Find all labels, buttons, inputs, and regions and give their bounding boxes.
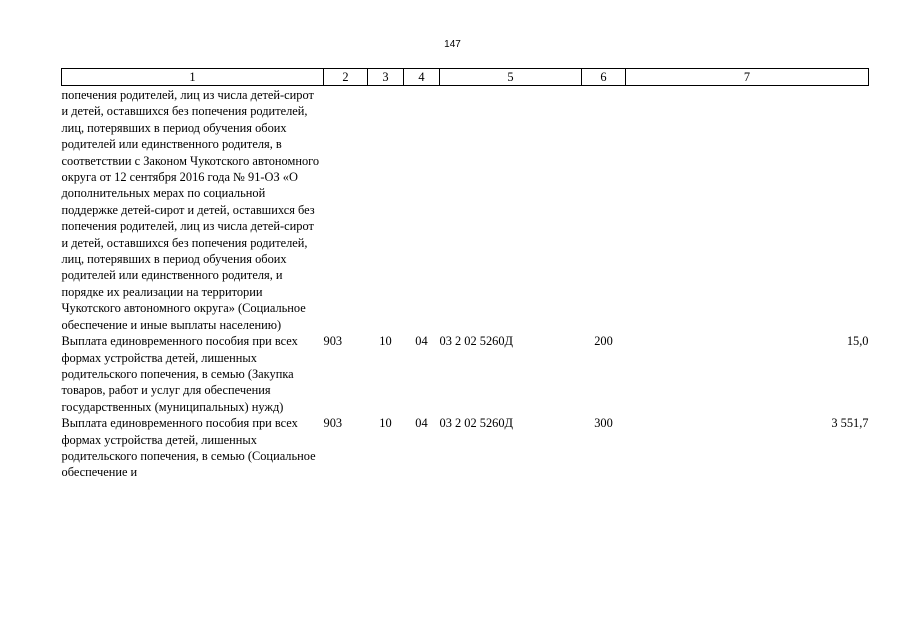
column-header-1: 1: [62, 69, 324, 86]
column-header-6: 6: [582, 69, 626, 86]
row-expense-type-code: [582, 86, 626, 334]
row-target-article-code: 03 2 02 5260Д: [439, 416, 514, 431]
table-row: [62, 86, 869, 334]
table-row: [62, 415, 869, 481]
row-amount: [626, 86, 869, 334]
column-header-5: 5: [440, 69, 582, 86]
row-grbs-code: 903: [323, 416, 343, 431]
row-grbs-code: [324, 86, 368, 334]
row-section-code: 10: [379, 416, 392, 431]
row-description: попечения родителей, лиц из числа детей-сирот и детей, оставшихся без попечения родителей, лиц, потерявших в период обучения обоих родителей или единственного родителя, в соответствии с Законом Чукотского автономного округа от 12 сентября 2016 года № 91-ОЗ «О дополнительных мерах по социальной поддержке детей-сирот и детей, оставшихся без попечения родителей, лиц из числа детей-сирот и детей, оставшихся без попечения родителей, лиц, потерявших в период обучения обоих родителей или единственного родителя, и порядке их реализации на территории Чукотского автономного округа» (Социальное обеспечение и иные выплаты населению): [61, 88, 320, 332]
row-target-article-code: 03 2 02 5260Д: [439, 334, 514, 349]
column-header-4: 4: [404, 69, 440, 86]
page-number: 147: [444, 39, 461, 50]
row-section-code: [368, 86, 404, 334]
row-section-code: 10: [379, 334, 392, 349]
table-row: [62, 333, 869, 415]
row-expense-type-code: 200: [594, 334, 613, 349]
row-subsection-code: 04: [415, 334, 428, 349]
budget-table: [61, 68, 869, 481]
row-description: Выплата единовременного пособия при всех формах устройства детей, лишенных родительского попечения, в семью (Социальное обеспечение и: [61, 416, 316, 480]
row-expense-type-code: 300: [594, 416, 613, 431]
row-subsection-code: [404, 86, 440, 334]
row-grbs-code: 903: [323, 334, 343, 349]
column-header-2: 2: [324, 69, 368, 86]
column-number-header: [62, 69, 869, 86]
row-amount: 15,0: [846, 334, 869, 349]
column-header-3: 3: [368, 69, 404, 86]
row-description: Выплата единовременного пособия при всех формах устройства детей, лишенных родительского попечения, в семью (Закупка товаров, работ и услуг для обеспечения государственных (муниципальных) нужд): [61, 334, 298, 414]
column-header-7: 7: [626, 69, 869, 86]
row-target-article-code: [440, 86, 582, 334]
row-amount: 3 551,7: [831, 416, 869, 431]
row-subsection-code: 04: [415, 416, 428, 431]
